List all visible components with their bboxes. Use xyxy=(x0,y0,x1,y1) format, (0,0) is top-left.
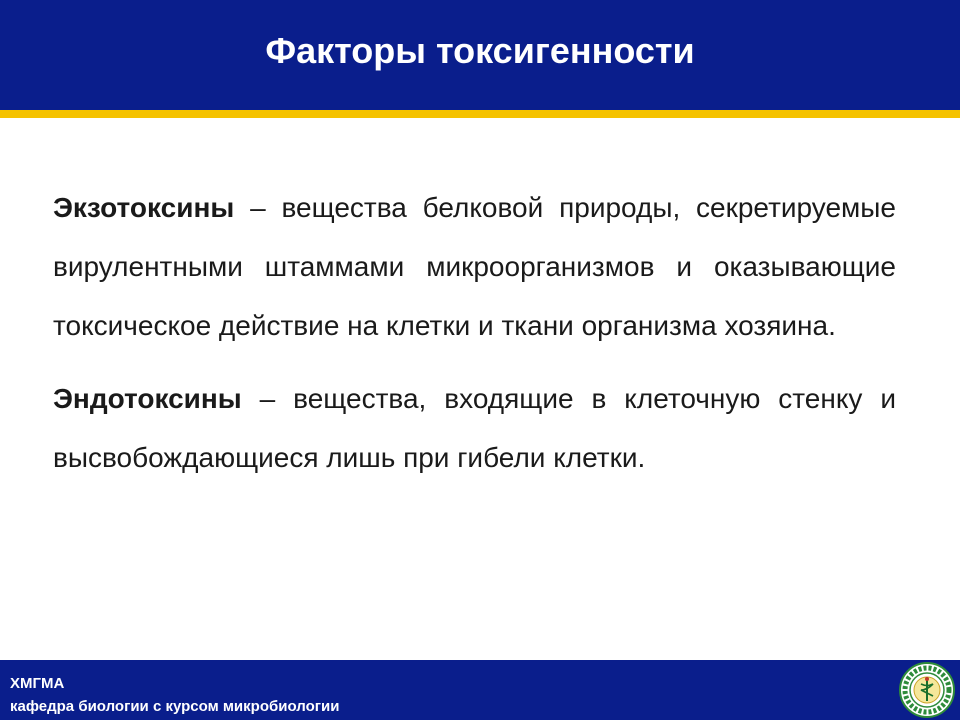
definition-text-endotoxins: – вещества, входящие в клеточную стенку и высвобождающиеся лишь при гибели клетки. xyxy=(53,383,896,473)
slide-title: Факторы токсигенности xyxy=(265,30,695,71)
definition-exotoxins xyxy=(53,178,896,355)
slide-content xyxy=(53,178,896,487)
term-endotoxins: Эндотоксины xyxy=(53,383,242,414)
definition-text-exotoxins: – вещества белковой природы, секретируемые вирулентными штаммами микроорганизмов и оказывающие токсическое действие на клетки и ткани организма хозяина. xyxy=(53,192,896,341)
slide-header xyxy=(0,0,960,110)
header-accent-stripe xyxy=(0,110,960,118)
slide-footer xyxy=(0,660,960,720)
term-exotoxins: Экзотоксины xyxy=(53,192,235,223)
university-emblem-icon xyxy=(899,662,955,718)
definition-endotoxins xyxy=(53,369,896,487)
footer-department: кафедра биологии с курсом микробиологии xyxy=(10,698,340,715)
footer-org: ХМГМА xyxy=(10,675,65,692)
